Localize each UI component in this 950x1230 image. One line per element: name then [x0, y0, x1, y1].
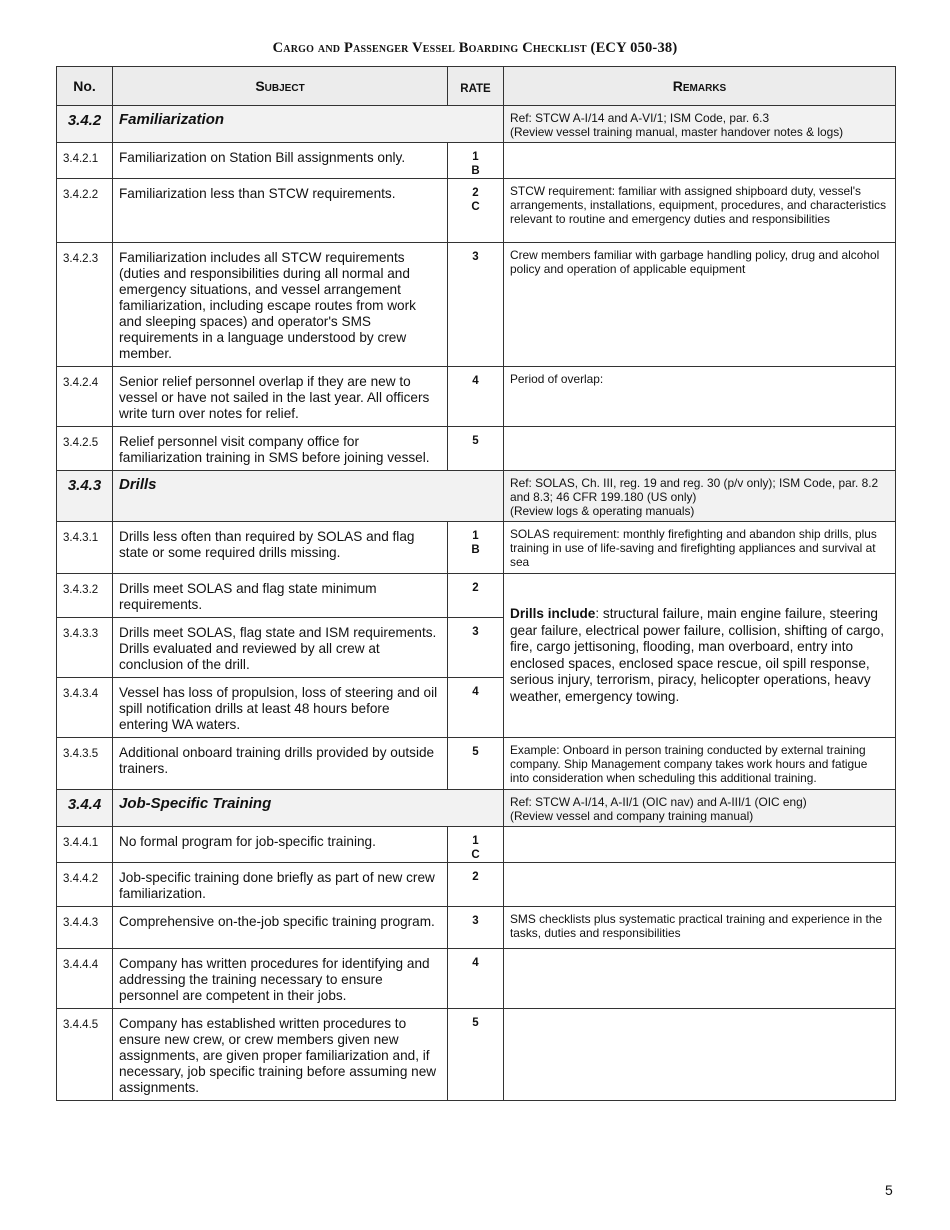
item-number: 3.4.4.2: [57, 863, 113, 907]
item-remarks: SOLAS requirement: monthly firefighting and abandon ship drills, plus training in use of life-saving and firefighting appliances and survival at sea: [504, 522, 896, 574]
item-rate: 3: [448, 907, 504, 949]
table-row: [57, 574, 896, 618]
item-remarks: [504, 143, 896, 179]
section-reference: Ref: STCW A-I/14, A-II/1 (OIC nav) and A-III/1 (OIC eng) (Review vessel and company training manual): [504, 790, 896, 827]
item-rate: 3: [448, 243, 504, 367]
section-header-row: [57, 471, 896, 522]
table-row: [57, 367, 896, 427]
item-remarks: [504, 949, 896, 1009]
item-subject: Company has written procedures for identifying and addressing the training necessary to ensure personnel are competent in their jobs.: [113, 949, 448, 1009]
item-number: 3.4.2.5: [57, 427, 113, 471]
header-subject: Subject: [113, 67, 448, 106]
page-number: 5: [885, 1182, 893, 1198]
table-row: [57, 522, 896, 574]
item-number: 3.4.4.4: [57, 949, 113, 1009]
table-row: [57, 827, 896, 863]
drills-include-text: : structural failure, main engine failure, steering gear failure, electrical power failure, collision, shifting of cargo, fire, cargo jettisoning, flooding, man overboard, entry into enclosed spaces, enclosed space rescue, oil spill response, serious injury, terrorism, piracy, helicopter operations, heavy weather, emergency towing.: [510, 606, 885, 704]
item-rate: 2: [448, 863, 504, 907]
item-subject: Senior relief personnel overlap if they are new to vessel or have not sailed in the last year. All officers write turn over notes for relief.: [113, 367, 448, 427]
item-number: 3.4.3.4: [57, 678, 113, 738]
item-subject: Company has established written procedures to ensure new crew, or crew members given new assignments, are given proper familiarization and, if necessary, job specific training before assuming new assignments.: [113, 1009, 448, 1101]
item-remarks: Crew members familiar with garbage handling policy, drug and alcohol policy and operation of applicable equipment: [504, 243, 896, 367]
item-rate: 1 B: [448, 143, 504, 179]
item-remarks: [504, 427, 896, 471]
item-rate: 4: [448, 367, 504, 427]
item-number: 3.4.2.3: [57, 243, 113, 367]
item-number: 3.4.4.5: [57, 1009, 113, 1101]
section-reference: Ref: SOLAS, Ch. III, reg. 19 and reg. 30 (p/v only); ISM Code, par. 8.2 and 8.3; 46 CFR 199.180 (US only) (Review logs & operating manuals): [504, 471, 896, 522]
item-rate: 2: [448, 574, 504, 618]
boarding-checklist-table: [56, 66, 896, 1101]
table-row: [57, 949, 896, 1009]
section-header-row: [57, 790, 896, 827]
item-rate: 5: [448, 738, 504, 790]
item-rate: 2 C: [448, 179, 504, 243]
item-remarks: SMS checklists plus systematic practical training and experience in the tasks, duties and responsibilities: [504, 907, 896, 949]
header-no: No.: [57, 67, 113, 106]
table-row: [57, 1009, 896, 1101]
item-rate: 4: [448, 949, 504, 1009]
section-number: 3.4.3: [57, 471, 113, 522]
item-remarks: [504, 827, 896, 863]
item-subject: Drills less often than required by SOLAS and flag state or some required drills missing.: [113, 522, 448, 574]
table-row: [57, 179, 896, 243]
section-header-row: [57, 106, 896, 143]
item-number: 3.4.2.4: [57, 367, 113, 427]
item-rate: 4: [448, 678, 504, 738]
item-number: 3.4.3.3: [57, 618, 113, 678]
item-rate: 5: [448, 1009, 504, 1101]
section-number: 3.4.4: [57, 790, 113, 827]
item-subject: Familiarization on Station Bill assignments only.: [113, 143, 448, 179]
item-remarks: Example: Onboard in person training conducted by external training company. Ship Management company takes work hours and fatigue into consideration when scheduling this additional training.: [504, 738, 896, 790]
item-number: 3.4.2.1: [57, 143, 113, 179]
item-subject: No formal program for job-specific training.: [113, 827, 448, 863]
item-subject: Familiarization less than STCW requirements.: [113, 179, 448, 243]
section-title: Job-Specific Training: [113, 790, 504, 827]
item-rate: 5: [448, 427, 504, 471]
item-remarks: Period of overlap:: [504, 367, 896, 427]
section-reference: Ref: STCW A-I/14 and A-VI/1; ISM Code, par. 6.3 (Review vessel training manual, master handover notes & logs): [504, 106, 896, 143]
item-remarks: [504, 863, 896, 907]
section-title: Drills: [113, 471, 504, 522]
document-title: Cargo and Passenger Vessel Boarding Checklist (ECY 050-38): [272, 40, 678, 56]
table-row: [57, 243, 896, 367]
item-remarks: STCW requirement: familiar with assigned shipboard duty, vessel's arrangements, installations, equipment, procedures, and characteristics relevant to routine and emergency duties and responsibilities: [504, 179, 896, 243]
drills-include-remarks: [504, 574, 896, 738]
item-subject: Job-specific training done briefly as part of new crew familiarization.: [113, 863, 448, 907]
table-row: [57, 738, 896, 790]
item-subject: Vessel has loss of propulsion, loss of steering and oil spill notification drills at least 48 hours before entering WA waters.: [113, 678, 448, 738]
item-remarks: [504, 1009, 896, 1101]
table-row: [57, 427, 896, 471]
item-subject: Relief personnel visit company office for familiarization training in SMS before joining vessel.: [113, 427, 448, 471]
table-header-row: [57, 67, 896, 106]
item-subject: Comprehensive on-the-job specific training program.: [113, 907, 448, 949]
item-number: 3.4.2.2: [57, 179, 113, 243]
item-number: 3.4.3.2: [57, 574, 113, 618]
item-subject: Familiarization includes all STCW requirements (duties and responsibilities during all normal and emergency situations, and vessel arrangement familiarization, including escape routes from work and sleeping spaces) and operator's SMS requirements in a language understood by crew member.: [113, 243, 448, 367]
section-title: Familiarization: [113, 106, 504, 143]
table-row: [57, 143, 896, 179]
item-rate: 3: [448, 618, 504, 678]
item-subject: Drills meet SOLAS and flag state minimum requirements.: [113, 574, 448, 618]
table-row: [57, 863, 896, 907]
item-subject: Drills meet SOLAS, flag state and ISM requirements. Drills evaluated and reviewed by all crew at conclusion of the drill.: [113, 618, 448, 678]
item-number: 3.4.4.1: [57, 827, 113, 863]
item-number: 3.4.3.1: [57, 522, 113, 574]
item-rate: 1 C: [448, 827, 504, 863]
item-subject: Additional onboard training drills provided by outside trainers.: [113, 738, 448, 790]
item-number: 3.4.4.3: [57, 907, 113, 949]
section-number: 3.4.2: [57, 106, 113, 143]
drills-include-label: Drills include: [510, 606, 596, 621]
header-rate: RATE: [448, 67, 504, 106]
table-row: [57, 907, 896, 949]
item-number: 3.4.3.5: [57, 738, 113, 790]
header-remarks: Remarks: [504, 67, 896, 106]
item-rate: 1 B: [448, 522, 504, 574]
